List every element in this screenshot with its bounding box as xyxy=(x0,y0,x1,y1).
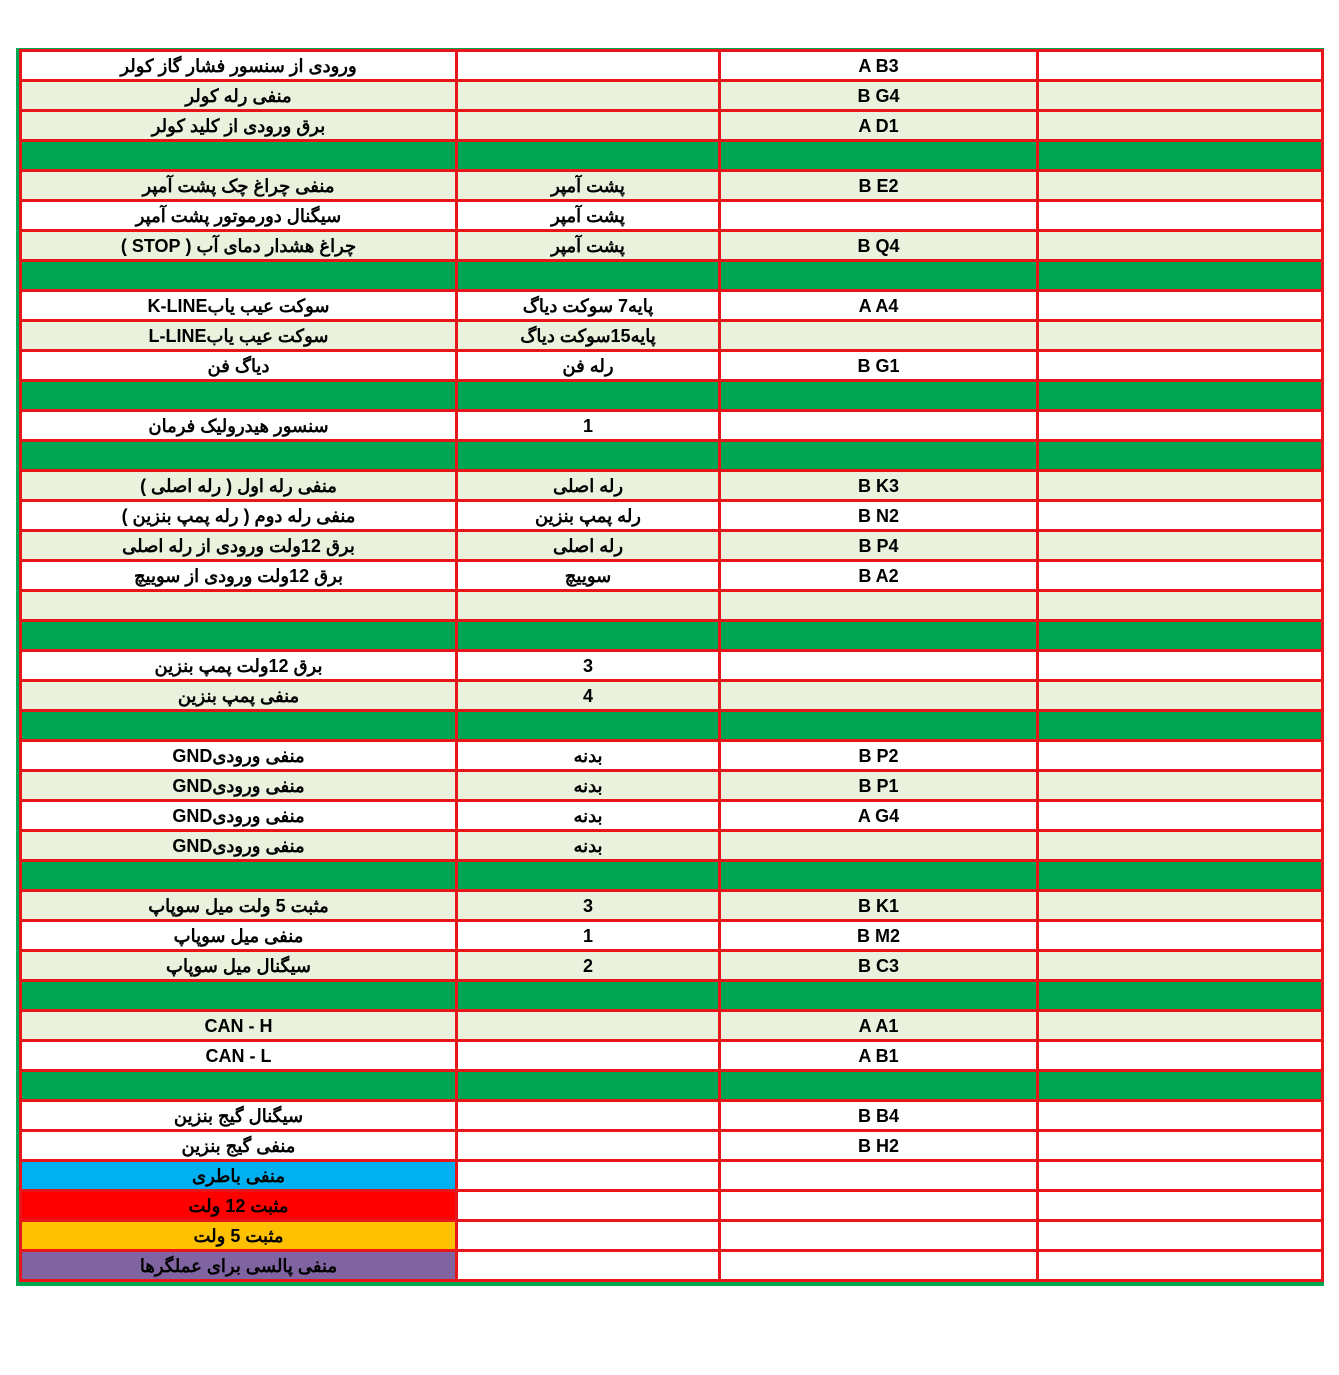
separator-row xyxy=(21,621,1323,651)
separator-cell xyxy=(1038,441,1323,471)
legend-row xyxy=(21,1221,1323,1251)
empty-cell xyxy=(1038,201,1323,231)
separator-row xyxy=(21,381,1323,411)
signal-description-cell: منفی ورودیGND xyxy=(21,771,457,801)
table-row xyxy=(21,201,1323,231)
empty-cell xyxy=(1038,231,1323,261)
table-row xyxy=(21,291,1323,321)
table-row xyxy=(21,471,1323,501)
empty-cell xyxy=(1038,1131,1323,1161)
connection-reference-cell xyxy=(457,1011,720,1041)
separator-row xyxy=(21,441,1323,471)
ecu-pin-cell: A B1 xyxy=(720,1041,1038,1071)
connection-reference-cell xyxy=(457,1041,720,1071)
signal-description-cell: منفی ورودیGND xyxy=(21,831,457,861)
separator-cell xyxy=(1038,711,1323,741)
connection-reference-cell: سوییچ xyxy=(457,561,720,591)
separator-cell xyxy=(720,141,1038,171)
connection-reference-cell: رله اصلی xyxy=(457,531,720,561)
signal-description-cell: برق ورودی از کلید کولر xyxy=(21,111,457,141)
table-row xyxy=(21,1041,1323,1071)
ecu-pin-cell: B K1 xyxy=(720,891,1038,921)
table-row xyxy=(21,321,1323,351)
empty-cell xyxy=(457,1191,720,1221)
ecu-pin-cell: B A2 xyxy=(720,561,1038,591)
empty-cell xyxy=(1038,501,1323,531)
table-row xyxy=(21,231,1323,261)
empty-cell xyxy=(1038,111,1323,141)
empty-cell xyxy=(1038,771,1323,801)
ecu-pin-cell: B P4 xyxy=(720,531,1038,561)
empty-cell xyxy=(1038,471,1323,501)
table-row xyxy=(21,501,1323,531)
empty-cell xyxy=(1038,1101,1323,1131)
separator-cell xyxy=(720,621,1038,651)
signal-description-cell: سیگنال گیج بنزین xyxy=(21,1101,457,1131)
empty-cell xyxy=(1038,81,1323,111)
signal-description-cell: منفی گیج بنزین xyxy=(21,1131,457,1161)
table-row xyxy=(21,111,1323,141)
empty-cell xyxy=(1038,891,1323,921)
separator-cell xyxy=(457,621,720,651)
signal-description-cell: سنسور هیدرولیک فرمان xyxy=(21,411,457,441)
table-row xyxy=(21,1101,1323,1131)
connection-reference-cell xyxy=(457,81,720,111)
empty-cell xyxy=(1038,321,1323,351)
separator-cell xyxy=(457,141,720,171)
table-row xyxy=(21,681,1323,711)
ecu-pin-cell xyxy=(720,201,1038,231)
connection-reference-cell: 3 xyxy=(457,891,720,921)
connection-reference-cell: 2 xyxy=(457,951,720,981)
connection-reference-cell: رله اصلی xyxy=(457,471,720,501)
empty-cell xyxy=(720,1161,1038,1191)
separator-cell xyxy=(457,1071,720,1101)
separator-cell xyxy=(720,861,1038,891)
separator-cell xyxy=(21,441,457,471)
table-row xyxy=(21,1011,1323,1041)
connection-reference-cell: پایه15سوکت دیاگ xyxy=(457,321,720,351)
connection-reference-cell: رله پمپ بنزین xyxy=(457,501,720,531)
signal-description-cell: مثبت 5 ولت میل سوپاپ xyxy=(21,891,457,921)
table-row xyxy=(21,351,1323,381)
wiring-sheet xyxy=(16,48,1324,1286)
ecu-pin-cell: B M2 xyxy=(720,921,1038,951)
ecu-pin-cell xyxy=(720,681,1038,711)
separator-cell xyxy=(457,381,720,411)
connection-reference-cell: رله فن xyxy=(457,351,720,381)
ecu-pin-cell: A B3 xyxy=(720,51,1038,81)
table-row xyxy=(21,1131,1323,1161)
table-row xyxy=(21,81,1323,111)
signal-description-cell: ورودی از سنسور فشار گاز کولر xyxy=(21,51,457,81)
table-row xyxy=(21,561,1323,591)
empty-cell xyxy=(1038,1191,1323,1221)
connection-reference-cell: 1 xyxy=(457,411,720,441)
connection-reference-cell xyxy=(457,51,720,81)
connection-reference-cell xyxy=(457,111,720,141)
table-row xyxy=(21,171,1323,201)
signal-description-cell: منفی رله کولر xyxy=(21,81,457,111)
separator-cell xyxy=(21,381,457,411)
table-row xyxy=(21,741,1323,771)
legend-swatch-label: مثبت 5 ولت xyxy=(21,1221,457,1251)
legend-row xyxy=(21,1251,1323,1281)
signal-description-cell: چراغ هشدار دمای آب ( STOP ) xyxy=(21,231,457,261)
empty-cell xyxy=(1038,51,1323,81)
pinout-table xyxy=(19,49,1324,1282)
connection-reference-cell: بدنه xyxy=(457,741,720,771)
signal-description-cell: دیاگ فن xyxy=(21,351,457,381)
table-row xyxy=(21,801,1323,831)
ecu-pin-cell: B B4 xyxy=(720,1101,1038,1131)
separator-cell xyxy=(21,981,457,1011)
signal-description-cell: منفی رله دوم ( رله پمپ بنزین ) xyxy=(21,501,457,531)
empty-cell xyxy=(1038,1161,1323,1191)
separator-cell xyxy=(457,861,720,891)
legend-row xyxy=(21,1191,1323,1221)
ecu-pin-cell: B Q4 xyxy=(720,231,1038,261)
empty-cell xyxy=(1038,1221,1323,1251)
connection-reference-cell xyxy=(457,1101,720,1131)
signal-description-cell: سیگنال میل سوپاپ xyxy=(21,951,457,981)
connection-reference-cell xyxy=(457,1131,720,1161)
signal-description-cell: منفی رله اول ( رله اصلی ) xyxy=(21,471,457,501)
separator-cell xyxy=(1038,861,1323,891)
legend-row xyxy=(21,1161,1323,1191)
separator-row xyxy=(21,711,1323,741)
empty-cell xyxy=(1038,651,1323,681)
separator-cell xyxy=(1038,1071,1323,1101)
table-row xyxy=(21,891,1323,921)
signal-description-cell: منفی چراغ چک پشت آمپر xyxy=(21,171,457,201)
empty-cell xyxy=(1038,1251,1323,1281)
legend-swatch-label: منفی پالسی برای عملگرها xyxy=(21,1251,457,1281)
connection-reference-cell: بدنه xyxy=(457,801,720,831)
separator-cell xyxy=(1038,381,1323,411)
ecu-pin-cell xyxy=(720,651,1038,681)
connection-reference-cell: بدنه xyxy=(457,771,720,801)
separator-cell xyxy=(457,441,720,471)
ecu-pin-cell: A D1 xyxy=(720,111,1038,141)
signal-description-cell: برق 12ولت پمپ بنزین xyxy=(21,651,457,681)
separator-cell xyxy=(720,981,1038,1011)
table-row xyxy=(21,771,1323,801)
empty-cell xyxy=(1038,801,1323,831)
signal-description-cell: CAN - H xyxy=(21,1011,457,1041)
signal-description-cell: CAN - L xyxy=(21,1041,457,1071)
separator-cell xyxy=(21,141,457,171)
separator-cell xyxy=(21,261,457,291)
ecu-pin-cell: A A1 xyxy=(720,1011,1038,1041)
signal-description-cell: سیگنال دورموتور پشت آمپر xyxy=(21,201,457,231)
table-row xyxy=(21,651,1323,681)
separator-row xyxy=(21,1071,1323,1101)
empty-cell xyxy=(1038,351,1323,381)
connection-reference-cell: 3 xyxy=(457,651,720,681)
separator-cell xyxy=(21,861,457,891)
signal-description-cell: منفی پمپ بنزین xyxy=(21,681,457,711)
legend-swatch-label: مثبت 12 ولت xyxy=(21,1191,457,1221)
signal-description-cell: برق 12ولت ورودی از رله اصلی xyxy=(21,531,457,561)
separator-cell xyxy=(21,621,457,651)
ecu-pin-cell: A A4 xyxy=(720,291,1038,321)
empty-cell xyxy=(720,1251,1038,1281)
table-row xyxy=(21,951,1323,981)
separator-cell xyxy=(1038,621,1323,651)
empty-cell xyxy=(457,1251,720,1281)
separator-row xyxy=(21,261,1323,291)
legend-swatch-label: منفی باطری xyxy=(21,1161,457,1191)
table-row xyxy=(21,51,1323,81)
separator-cell xyxy=(720,441,1038,471)
empty-cell xyxy=(1038,1011,1323,1041)
ecu-pin-cell: B H2 xyxy=(720,1131,1038,1161)
empty-cell xyxy=(457,1221,720,1251)
connection-reference-cell xyxy=(457,591,720,621)
table-row xyxy=(21,831,1323,861)
empty-cell xyxy=(720,1191,1038,1221)
separator-cell xyxy=(1038,261,1323,291)
connection-reference-cell: 4 xyxy=(457,681,720,711)
separator-cell xyxy=(21,711,457,741)
signal-description-cell: منفی میل سوپاپ xyxy=(21,921,457,951)
connection-reference-cell: پشت آمپر xyxy=(457,201,720,231)
empty-cell xyxy=(457,1161,720,1191)
empty-cell xyxy=(720,1221,1038,1251)
empty-cell xyxy=(1038,561,1323,591)
separator-row xyxy=(21,141,1323,171)
ecu-pin-cell xyxy=(720,831,1038,861)
signal-description-cell: سوکت عیب یابK-LINE xyxy=(21,291,457,321)
signal-description-cell: منفی ورودیGND xyxy=(21,741,457,771)
empty-cell xyxy=(1038,411,1323,441)
ecu-pin-cell: A G4 xyxy=(720,801,1038,831)
signal-description-cell xyxy=(21,591,457,621)
separator-cell xyxy=(1038,981,1323,1011)
signal-description-cell: منفی ورودیGND xyxy=(21,801,457,831)
ecu-pin-cell: B G4 xyxy=(720,81,1038,111)
separator-row xyxy=(21,981,1323,1011)
pinout-table-body xyxy=(21,51,1323,1281)
ecu-pin-cell xyxy=(720,321,1038,351)
empty-cell xyxy=(1038,1041,1323,1071)
connection-reference-cell: پشت آمپر xyxy=(457,231,720,261)
table-row xyxy=(21,531,1323,561)
separator-cell xyxy=(457,711,720,741)
separator-cell xyxy=(720,381,1038,411)
table-row xyxy=(21,591,1323,621)
connection-reference-cell: 1 xyxy=(457,921,720,951)
empty-cell xyxy=(1038,951,1323,981)
empty-cell xyxy=(1038,741,1323,771)
table-row xyxy=(21,921,1323,951)
separator-cell xyxy=(720,711,1038,741)
table-row xyxy=(21,411,1323,441)
separator-cell xyxy=(21,1071,457,1101)
ecu-pin-cell: B G1 xyxy=(720,351,1038,381)
ecu-pin-cell: B C3 xyxy=(720,951,1038,981)
ecu-pin-cell: B K3 xyxy=(720,471,1038,501)
empty-cell xyxy=(1038,291,1323,321)
empty-cell xyxy=(1038,531,1323,561)
separator-cell xyxy=(1038,141,1323,171)
signal-description-cell: برق 12ولت ورودی از سوییچ xyxy=(21,561,457,591)
connection-reference-cell: پشت آمپر xyxy=(457,171,720,201)
ecu-pin-cell: B E2 xyxy=(720,171,1038,201)
ecu-pin-cell xyxy=(720,411,1038,441)
ecu-pin-cell: B P1 xyxy=(720,771,1038,801)
separator-cell xyxy=(457,981,720,1011)
signal-description-cell: سوکت عیب یابL-LINE xyxy=(21,321,457,351)
ecu-pin-cell xyxy=(720,591,1038,621)
empty-cell xyxy=(1038,171,1323,201)
empty-cell xyxy=(1038,591,1323,621)
empty-cell xyxy=(1038,921,1323,951)
connection-reference-cell: بدنه xyxy=(457,831,720,861)
separator-cell xyxy=(720,261,1038,291)
empty-cell xyxy=(1038,831,1323,861)
ecu-pin-cell: B N2 xyxy=(720,501,1038,531)
empty-cell xyxy=(1038,681,1323,711)
connection-reference-cell: پایه7 سوکت دیاگ xyxy=(457,291,720,321)
separator-cell xyxy=(457,261,720,291)
ecu-pin-cell: B P2 xyxy=(720,741,1038,771)
separator-cell xyxy=(720,1071,1038,1101)
separator-row xyxy=(21,861,1323,891)
